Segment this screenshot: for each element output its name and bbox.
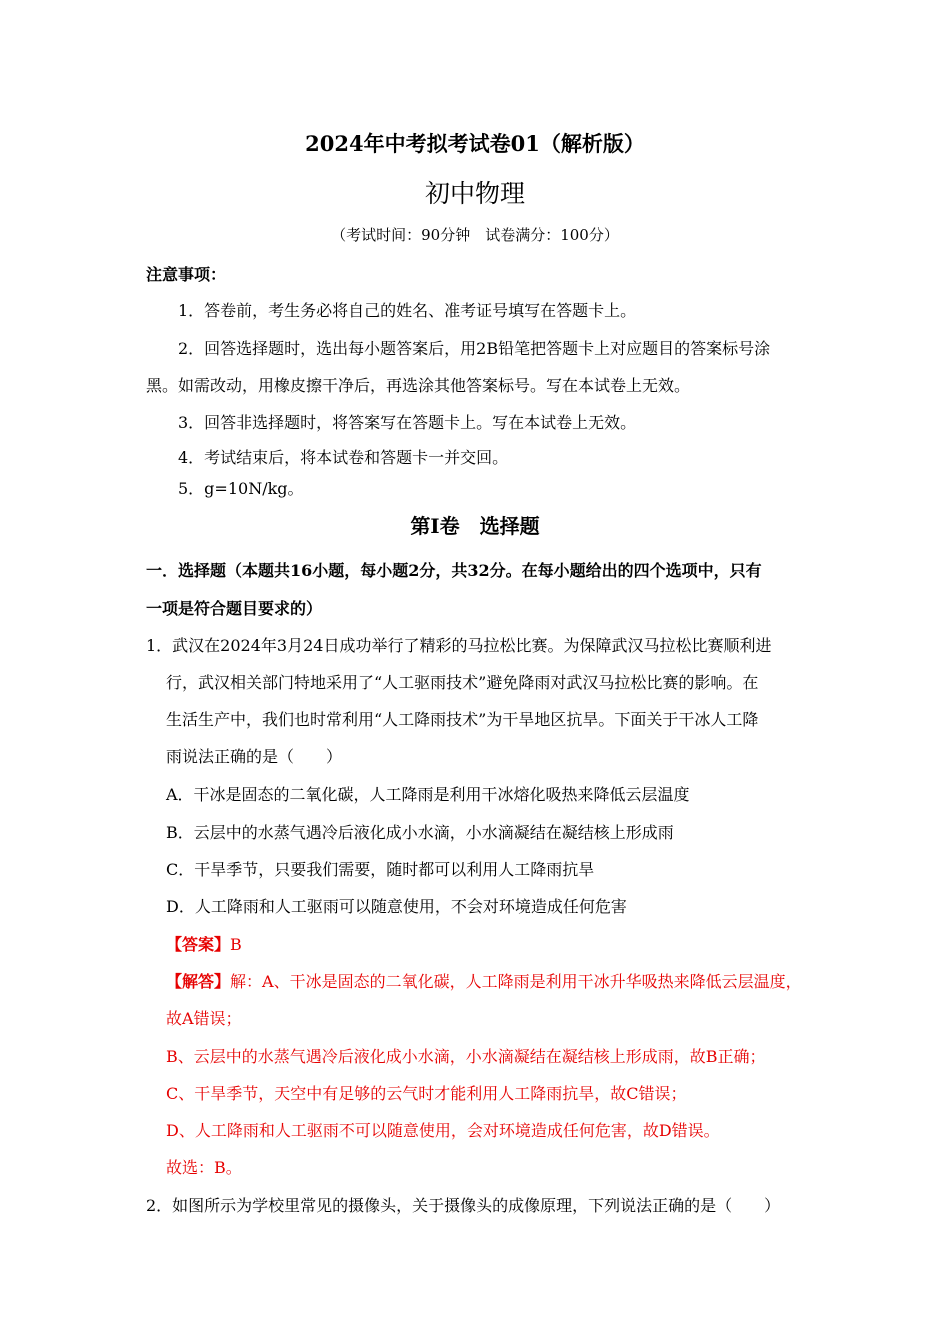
- note-item: 5．g=10N/kg。: [178, 479, 304, 498]
- note-item: 1．答卷前，考生务必将自己的姓名、准考证号填写在答题卡上。: [178, 301, 637, 320]
- exam-meta: （考试时间：90分钟 试卷满分：100分）: [331, 226, 619, 244]
- analysis-label: 【解答】: [166, 972, 231, 991]
- answer-label: 【答案】: [166, 935, 231, 954]
- notes-heading: 注意事项：: [146, 265, 227, 284]
- analysis-text: 故A错误；: [166, 1009, 242, 1028]
- analysis-line: [166, 969, 802, 992]
- question-1-text: 生活生产中，我们也时常利用“人工降雨技术”为干旱地区抗旱。下面关于干冰人工降: [166, 710, 759, 729]
- analysis-conclusion: 故选：B。: [166, 1158, 242, 1177]
- note-item: 3．回答非选择题时，将答案写在答题卡上。写在本试卷上无效。: [178, 413, 637, 432]
- question-1-text: 行，武汉相关部门特地采用了“人工驱雨技术”避免降雨对武汉马拉松比赛的影响。在: [166, 673, 759, 692]
- question-1-text: 雨说法正确的是（ ）: [166, 747, 343, 766]
- question-1-text: 1．武汉在2024年3月24日成功举行了精彩的马拉松比赛。为保障武汉马拉松比赛顺利进: [146, 636, 772, 655]
- option-d: D．人工降雨和人工驱雨可以随意使用，不会对环境造成任何危害: [166, 897, 627, 916]
- section-title: 第Ⅰ卷 选择题: [410, 514, 540, 538]
- analysis-text: B、云层中的水蒸气遇冷后液化成小水滴，小水滴凝结在凝结核上形成雨，故B正确；: [166, 1047, 766, 1066]
- note-item-continuation: 黑。如需改动，用橡皮擦干净后，再选涂其他答案标号。写在本试卷上无效。: [146, 376, 691, 395]
- answer-line: [166, 932, 242, 955]
- question-2-text: 2．如图所示为学校里常见的摄像头，关于摄像头的成像原理，下列说法正确的是（ ）: [146, 1196, 781, 1215]
- analysis-text: D、人工降雨和人工驱雨不可以随意使用，会对环境造成任何危害，故D错误。: [166, 1121, 720, 1140]
- exam-subject: 初中物理: [424, 179, 525, 208]
- option-a: A．干冰是固态的二氧化碳，人工降雨是利用干冰熔化吸热来降低云层温度: [166, 785, 690, 804]
- section-instructions: 一．选择题（本题共16小题，每小题2分，共32分。在每小题给出的四个选项中，只有: [146, 561, 762, 580]
- analysis-text: C、干旱季节，天空中有足够的云气时才能利用人工降雨抗旱，故C错误；: [166, 1084, 687, 1103]
- option-b: B．云层中的水蒸气遇冷后液化成小水滴，小水滴凝结在凝结核上形成雨: [166, 823, 674, 842]
- section-instructions-cont: 一项是符合题目要求的）: [146, 599, 323, 618]
- answer-value: B: [230, 935, 242, 954]
- option-c: C．干旱季节，只要我们需要，随时都可以利用人工降雨抗旱: [166, 860, 595, 879]
- analysis-text: 解：A、干冰是固态的二氧化碳，人工降雨是利用干冰升华吸热来降低云层温度，: [230, 972, 802, 991]
- note-item: 2．回答选择题时，选出每小题答案后，用2B铅笔把答题卡上对应题目的答案标号涂: [178, 339, 771, 358]
- exam-title: 2024年中考拟考试卷01（解析版）: [305, 131, 645, 156]
- note-item: 4．考试结束后，将本试卷和答题卡一并交回。: [178, 448, 509, 467]
